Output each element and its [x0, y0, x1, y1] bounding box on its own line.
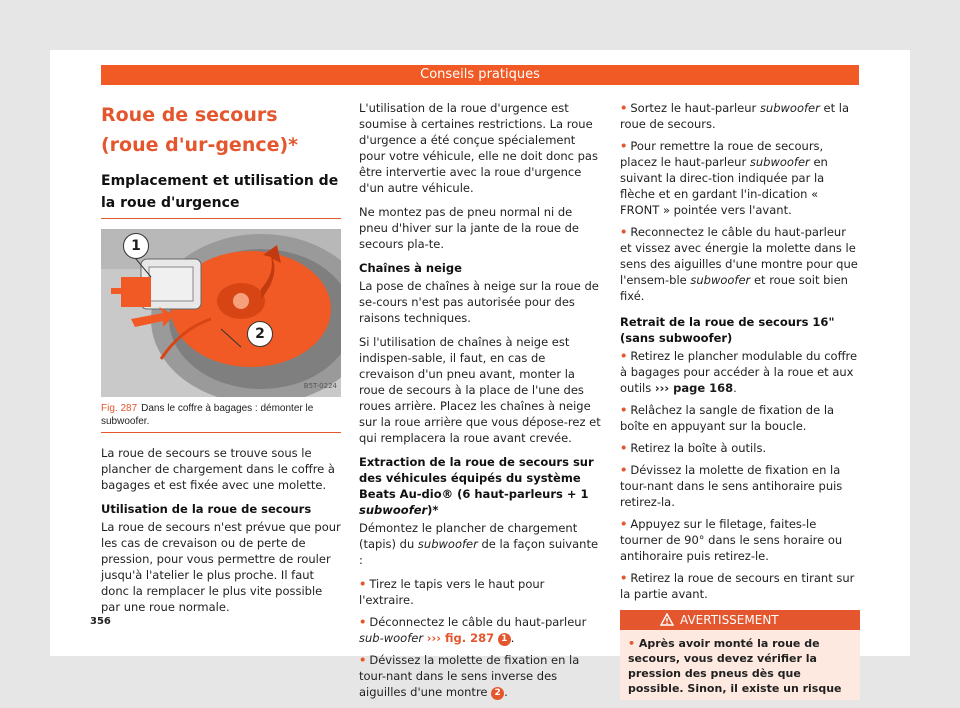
list-item: • Pour remettre la roue de secours, placez le haut-parleur subwoofer en suivant la direc-tion indiquée par la flèche et en gardant l'in-dication « FRONT » pointée vers l'avant. [620, 139, 828, 217]
list-item: • Dévissez la molette de fixation en la tour-nant dans le sens antihoraire puis retirez-la. [620, 463, 843, 509]
list-item-text: et roue soit bien fixé. [620, 273, 848, 303]
warning-header [620, 610, 860, 630]
figure-caption-text: Dans le coffre à bagages : démonter le subwoofer. [101, 403, 314, 427]
figure-code: B5T-0224 [303, 382, 337, 390]
warning-text: • Après avoir monté la roue de secours, vous devez vérifier la pression des pneus dès que possible. Sinon, il existe un risque [628, 637, 842, 695]
list-item: • Reconnectez le câble du haut-parleur et vissez avec énergie la molette dans le sens des aiguilles d'une montre pour que l'ensem-ble subwoofer et roue soit bien fixé. [620, 225, 858, 303]
list-item: • Relâchez la sangle de fixation de la boîte en appuyant sur la boucle. [620, 403, 835, 433]
text-italic: subwoofer [417, 537, 478, 551]
list-item: • Tirez le tapis vers le haut pour l'extraire. [359, 577, 545, 607]
list-item-text: en suivant la direc-tion indiquée par la flèche et en gardant l'in-dication « FRONT » pointée vers l'avant. [620, 155, 828, 217]
warning-title: AVERTISSEMENT [680, 613, 779, 627]
text-italic: subwoofer [759, 101, 820, 115]
text-part: de la façon suivante : [359, 537, 599, 567]
warning-box [620, 610, 860, 700]
warning-text-content: Après avoir monté la roue de secours, vous devez vérifier la pression des pneus dès que possible. Sinon, il existe un risque [628, 637, 842, 695]
section-heading: Retrait de la roue de secours 16" (sans subwoofer) [620, 315, 835, 345]
callout-1: 1 [123, 233, 149, 259]
warning-icon [660, 613, 674, 626]
list-item: • Appuyez sur le filetage, faites-le tourner de 90° dans le sens horaire ou antihoraire puis retirez-le. [620, 517, 843, 563]
column-3 [620, 100, 860, 700]
paragraph: La pose de chaînes à neige sur la roue de se-cours n'est pas autorisée pour des raisons techniques. [359, 279, 599, 325]
figure-caption [101, 402, 341, 433]
text-italic: sub-woofer [359, 631, 424, 645]
column-1 [101, 100, 341, 623]
section-heading: Chaînes à neige [359, 261, 462, 275]
list-item-text: Sortez le haut-parleur [630, 101, 757, 115]
page-number: 356 [90, 616, 111, 627]
callout-ref: 1 [498, 633, 511, 646]
list-item: • Retirez la boîte à outils. [620, 441, 767, 455]
figure-287 [101, 229, 341, 397]
list-item-text: Appuyez sur le filetage, faites-le tourner de 90° dans le sens horaire ou antihoraire puis retirez-le. [620, 517, 843, 563]
text-part: Démontez le plancher de chargement (tapis) du [359, 521, 578, 551]
paragraph: La roue de secours se trouve sous le plancher de chargement dans le coffre à bagages et est fixée avec une molette. [101, 446, 335, 492]
list-item: • Retirez la roue de secours en tirant sur la partie avant. [620, 571, 855, 601]
section-heading: Utilisation de la roue de secours [101, 502, 312, 516]
section-subtitle: Emplacement et utilisation de la roue d'urgence [101, 173, 339, 211]
list-item-text: Retirez la roue de secours en tirant sur la partie avant. [620, 571, 855, 601]
list-item: • Dévissez la molette de fixation en la tour-nant dans le sens inverse des aiguilles d'une montre 2 . [359, 653, 580, 699]
divider [101, 218, 341, 219]
paragraph: Ne montez pas de pneu normal ni de pneu d'hiver sur la jante de la roue de secours pla-te. [359, 205, 579, 251]
paragraph: L'utilisation de la roue d'urgence est soumise à certaines restrictions. La roue d'urgence a été conçue spécialement pour votre véhicule, elle ne doit donc pas être intervertie avec la roue d'urgence d'un autre véhicule. [359, 101, 598, 195]
text-italic: subwoofer [749, 155, 810, 169]
callout-ref: 2 [491, 687, 504, 700]
heading-italic: subwoofer [359, 503, 428, 517]
text-italic: subwoofer [690, 273, 751, 287]
section-heading [359, 454, 601, 518]
list-item-text: Déconnectez le câble du haut-parleur [369, 615, 587, 629]
paragraph: La roue de secours n'est prévue que pour les cas de crevaison ou de perte de pression, pour vous permettre de rouler jusqu'à l'atelier le plus proche. Il faut donc la remplacer le plus vite possible par une roue normale. [101, 520, 341, 614]
list-item-text: Relâchez la sangle de fixation de la boîte en appuyant sur la boucle. [620, 403, 835, 433]
list-item-text: et la roue de secours. [620, 101, 849, 131]
paragraph: Si l'utilisation de chaînes à neige est indispen-sable, il faut, en cas de crevaison d'un pneu avant, monter la roue de secours à la place de l'une des roues arrière. Placez les chaînes à neige sur la roue arrière que vous dépose-rez et qui remplacera la roue avant crevée. [359, 335, 601, 445]
list-item: • Sortez le haut-parleur subwoofer et la roue de secours. [620, 101, 849, 131]
manual-page [50, 50, 910, 699]
list-item-text: Pour remettre la roue de secours, placez le haut-parleur [620, 139, 824, 169]
list-item-text: Tirez le tapis vers le haut pour l'extraire. [359, 577, 545, 607]
paragraph [359, 520, 601, 568]
heading-end: )* [427, 503, 439, 517]
list-item-text: Retirez la boîte à outils. [630, 441, 767, 455]
callout-2: 2 [247, 321, 273, 347]
list-item-text: Dévissez la molette de fixation en la tour-nant dans le sens inverse des aiguilles d'une montre [359, 653, 580, 699]
list-item: • Retirez le plancher modulable du coffre à bagages pour accéder à la roue et aux outils ››› page 168. [620, 349, 858, 395]
list-item-text: Reconnectez le câble du haut-parleur et vissez avec énergie la molette dans le sens des aiguilles d'une montre pour que l'ensem-ble [620, 225, 858, 287]
list-item: • Déconnectez le câble du haut-parleur sub-woofer ››› fig. 287 1 . [359, 615, 587, 645]
list-item-text: Retirez le plancher modulable du coffre à bagages pour accéder à la roue et aux outils [620, 349, 858, 395]
list-item-text: Dévissez la molette de fixation en la tour-nant dans le sens antihoraire puis retirez-la. [620, 463, 843, 509]
heading-text: Extraction de la roue de secours sur des véhicules équipés du système Beats Au-dio® (6 haut-parleurs + 1 [359, 455, 594, 501]
page-link[interactable]: ››› page 168 [654, 381, 734, 395]
column-2 [359, 100, 601, 706]
page-title: Roue de secours (roue d'ur-gence)* [101, 104, 299, 156]
section-header: Conseils pratiques [101, 65, 859, 85]
figure-link[interactable]: ››› fig. 287 [426, 631, 495, 645]
figure-label: Fig. 287 [101, 403, 138, 414]
